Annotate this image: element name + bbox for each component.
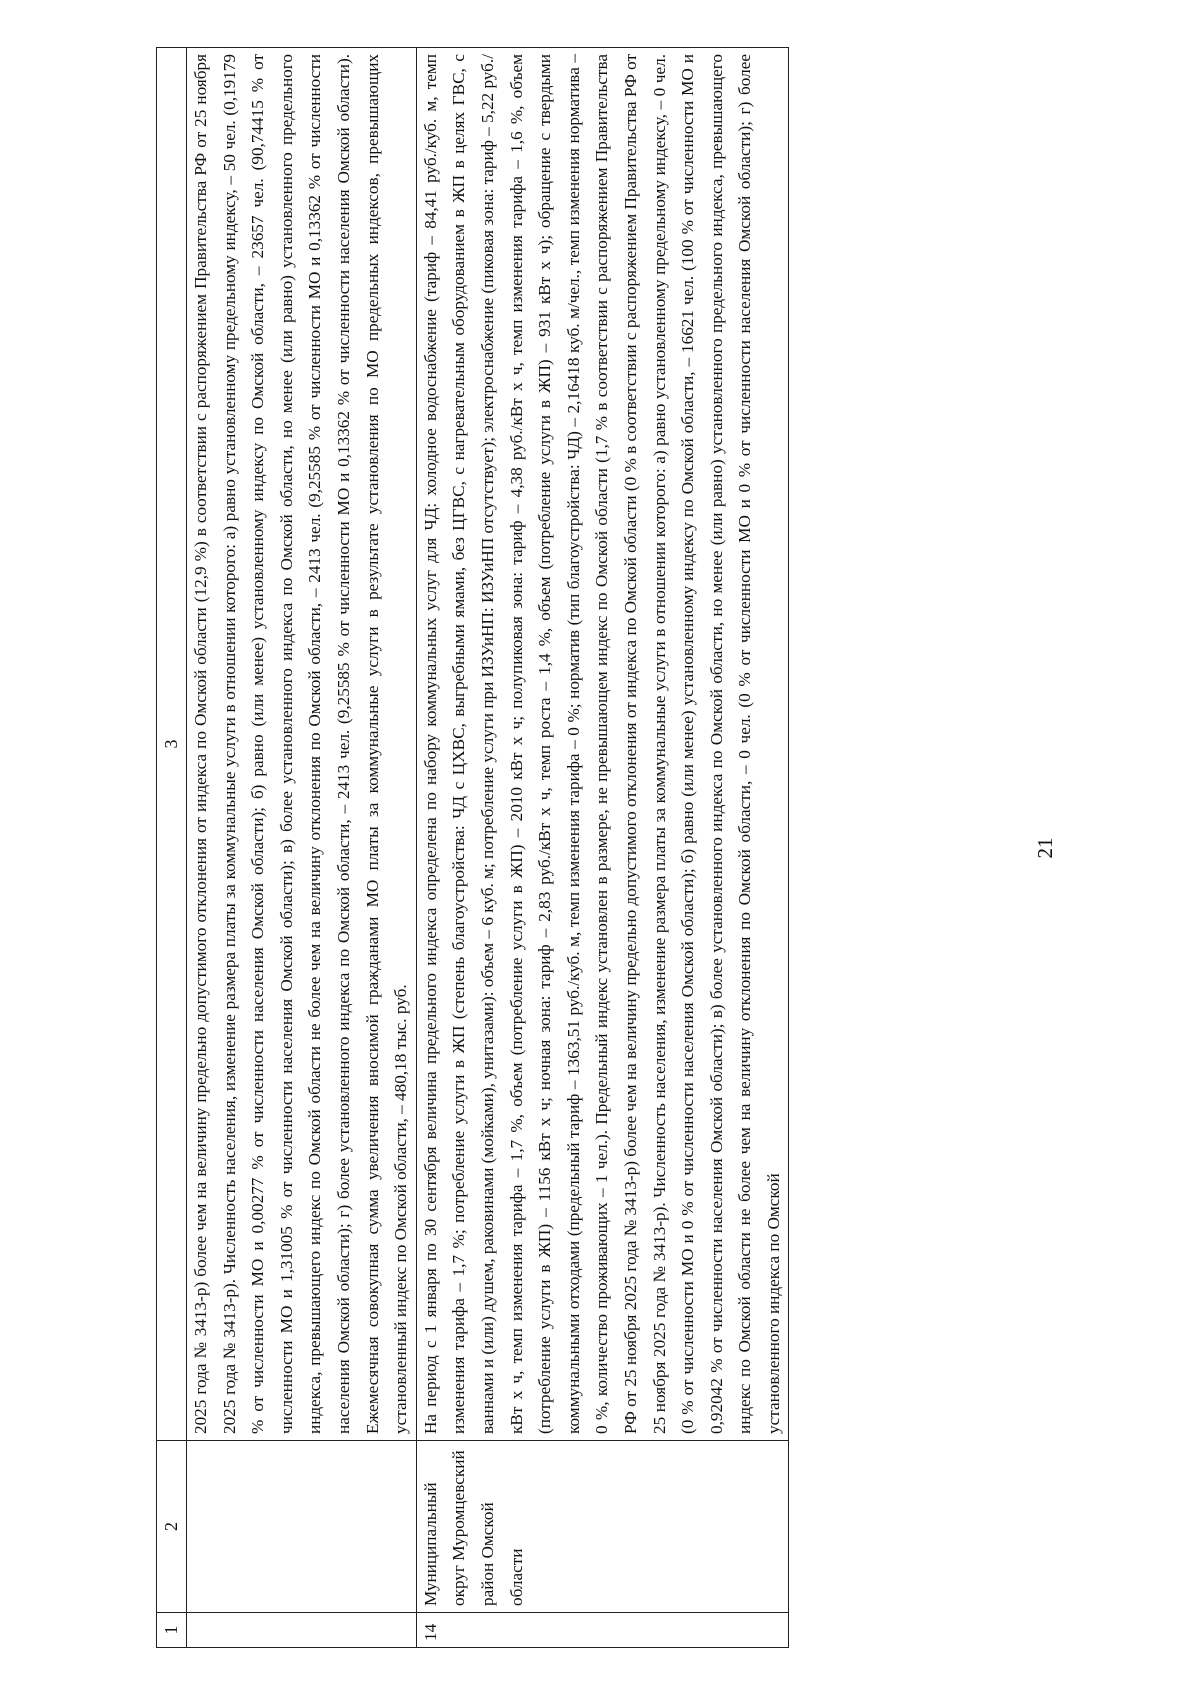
- tariff-index-table: [156, 47, 789, 1648]
- header-col-1: 1: [157, 1613, 187, 1648]
- region-cell: [187, 1441, 417, 1613]
- row-number-cell: 14: [416, 1613, 789, 1648]
- table-row: [187, 48, 417, 1648]
- header-col-3: 3: [157, 48, 187, 1441]
- row-number-cell: [187, 1613, 417, 1648]
- table-header-row: [157, 48, 187, 1648]
- description-cell: На период с 1 января по 30 сентября величина предельного индекса определена по набору коммунальных услуг для ЧД: холодное водоснабжение (тариф – 84,41 руб./куб. м, темп изменения тарифа – 1,7 %; потребление услуги в ЖП (степень благоустройства: ЧД с ЦХВС, выгребными ямами, без ЦГВС, с нагревательным оборудованием в ЖП в целях ГВС, с ваннами и (или) душем, раковинами (мойками), унитазами): объем – 6 куб. м; потребление услуги при ИЗУиНП: ИЗУиНП отсутствует); электроснабжение (пиковая зона: тариф – 5,22 руб./кВт х ч, темп изменения тарифа – 1,7 %, объем (потребление услуги в ЖП) – 2010 кВт х ч; полупиковая зона: тариф – 4,38 руб./кВт х ч, темп изменения тарифа – 1,6 %, объем (потребление услуги в ЖП) – 1156 кВт х ч; ночная зона: тариф – 2,83 руб./кВт х ч, темп роста – 1,4 %, объем (потребление услуги в ЖП) – 931 кВт х ч); обращение с твердыми коммунальными отходами (предельный тариф – 1363,51 руб./куб. м, темп изменения тарифа – 0 %; норматив (тип благоустройства: ЧД) – 2,16418 куб. м/чел., темп изменения норматива – 0 %, количество проживающих – 1 чел.). Предельный индекс установлен в размере, не превышающем индекс по Омской области (1,7 % в соответствии с распоряжением Правительства РФ от 25 ноября 2025 года № 3413-р) более чем на величину предельно допустимого отклонения от индекса по Омской области (0 % в соответствии с распоряжением Правительства РФ от 25 ноября 2025 года № 3413-р). Численность населения, изменение размера платы за коммунальные услуги в отношении которого: а) равно установленному предельному индексу, – 0 чел. (0 % от численности МО и 0 % от численности населения Омской области); б) равно (или менее) установленному индексу по Омской области, – 16621 чел. (100 % от численности МО и 0,92042 % от численности населения Омской области); в) более установленного индекса по Омской области, но менее (или равно) установленного предельного индекса, превышающего индекс по Омской области не более чем на величину отклонения по Омской области, – 0 чел. (0 % от численности МО и 0 % от численности населения Омской области); г) более установленного индекса по Омской: [416, 48, 789, 1441]
- page-number: 21: [1033, 837, 1057, 859]
- region-cell: Муниципальный округ Муромцевский район Омской области: [416, 1441, 789, 1613]
- rotated-landscape-content: [8, 48, 1168, 1648]
- table-row: [416, 48, 789, 1648]
- header-col-2: 2: [157, 1441, 187, 1613]
- description-cell: 2025 года № 3413-р) более чем на величину предельно допустимого отклонения от индекса по Омской области (12,9 %) в соответствии с распоряжением Правительства РФ от 25 ноября 2025 года № 3413-р). Численность населения, изменение размера платы за коммунальные услуги в отношении которого: а) равно установленному предельному индексу, – 50 чел. (0,19179 % от численности МО и 0,00277 % от численности населения Омской области); б) равно (или менее) установленному индексу по Омской области, – 23657 чел. (90,74415 % от численности МО и 1,31005 % от численности населения Омской области); в) более установленного индекса по Омской области, но менее (или равно) установленного предельного индекса, превышающего индекс по Омской области не более чем на величину отклонения по Омской области, – 2413 чел. (9,25585 % от численности МО и 0,13362 % от численности населения Омской области); г) более установленного индекса по Омской области, – 2413 чел. (9,25585 % от численности МО и 0,13362 % от численности населения Омской области). Ежемесячная совокупная сумма увеличения вносимой гражданами МО платы за коммунальные услуги в результате установления по МО предельных индексов, превышающих установленный индекс по Омской области, – 480,18 тыс. руб.: [187, 48, 417, 1441]
